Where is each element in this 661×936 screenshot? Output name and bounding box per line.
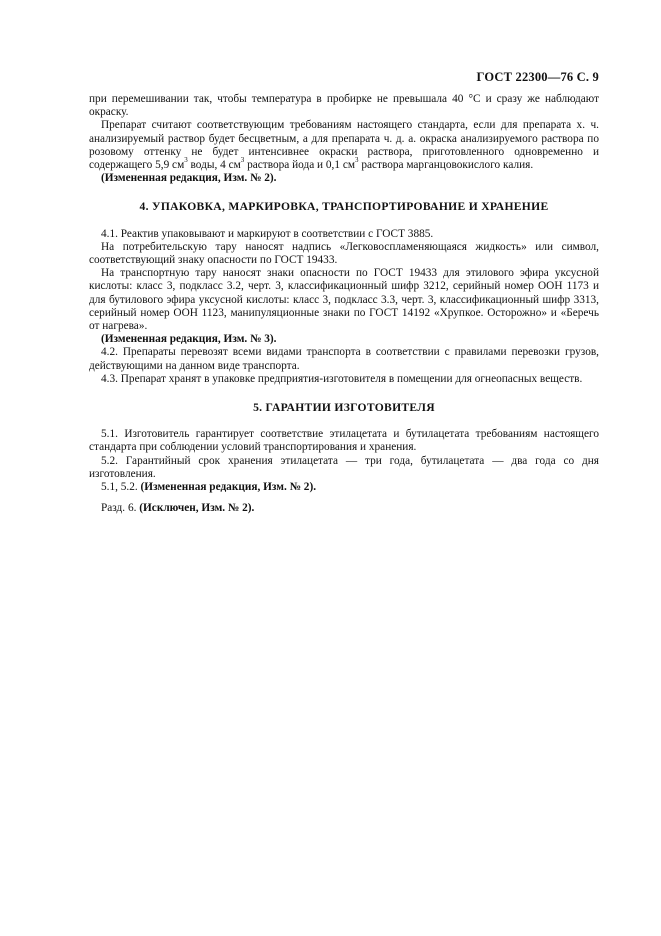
section-4-title: 4. УПАКОВКА, МАРКИРОВКА, ТРАНСПОРТИРОВАНИЕ И ХРАНЕНИЕ (139, 200, 549, 214)
superscript: 3 (355, 156, 359, 165)
section-4-edit-note: (Измененная редакция, Изм. № 3). (101, 333, 277, 346)
superscript: 3 (184, 156, 188, 165)
superscript: 3 (240, 156, 245, 165)
paragraph-requirements-text-b: воды, 4 см (187, 159, 241, 172)
paragraph-continuation: при перемешивании так, чтобы температура в пробирке не превышала 40 °С и сразу же наблюдают окраску. (89, 93, 599, 119)
section-5-edit-prefix: 5.1, 5.2. (101, 481, 141, 494)
section-6-prefix: Разд. 6. (101, 502, 140, 515)
document-body (89, 93, 599, 515)
section-6-excluded-line (89, 502, 599, 515)
section-4-paragraph-transport-label: На транспортную тару наносят знаки опасности по ГОСТ 19433 для этилового эфира уксусной кислоты: класс 3, подкласс 3.2, черт. 3, классификационный шифр 3212, серийный номер ООН 1173 и для бутилового эфира уксусной кислоты: класс 3, подкласс 3.3, черт. 3, классификационный шифр 3313, серийный номер ООН 1123, манипуляционные знаки по ГОСТ 14192 «Хрупкое. Осторожно» и «Беречь от нагрева». (89, 267, 599, 333)
edit-note (89, 172, 599, 185)
paragraph-requirements (89, 119, 599, 172)
section-4-paragraph-consumer-label: На потребительскую тару наносят надпись «Легковоспламеняющаяся жидкость» или символ, соответствующий знаку опасности по ГОСТ 19433. (89, 240, 599, 267)
page-header: ГОСТ 22300—76 С. 9 (476, 70, 599, 84)
section-5-paragraph-5-2: 5.2. Гарантийный срок хранения этилацетата — три года, бутилацетата — два года со дня изготовления. (89, 454, 599, 480)
section-6-excluded-note: (Исключен, Изм. № 2). (139, 502, 255, 515)
paragraph-requirements-text-c: раствора йода и 0,1 см (244, 159, 356, 172)
paragraph-requirements-text-a: Препарат считают соответствующим требованиям настоящего стандарта, если для препарата х. ч. анализируемый раствор будет бесцветным, а для препарата ч. д. а. окраска анализируемого раствора по розовому оттенку не будет интенсивнее окраски раствора, приготовленного одновременно и содержащего 5,9 см (89, 119, 599, 172)
section-4-paragraph-4-3: 4.3. Препарат хранят в упаковке предприятия-изготовителя в помещении для огнеопасных веществ. (101, 372, 583, 385)
section-4-paragraph-4-1: 4.1. Реактив упаковывают и маркируют в соответствии с ГОСТ 3885. (101, 227, 434, 240)
edit-note-text: (Измененная редакция, Изм. № 2). (101, 172, 277, 185)
section-5-edit-line (89, 481, 599, 494)
section-4-paragraph-4-2: 4.2. Препараты перевозят всеми видами транспорта в соответствии с правилами перевозки грузов, действующими на данном виде транспорта. (89, 346, 599, 372)
section-5-paragraph-5-1: 5.1. Изготовитель гарантирует соответствие этилацетата и бутилацетата требованиям настоящего стандарта при соблюдении условий транспортирования и хранения. (89, 428, 599, 454)
section-5-edit-note: (Измененная редакция, Изм. № 2). (140, 481, 317, 494)
paragraph-requirements-text-d: раствора марганцовокислого калия. (358, 159, 534, 172)
section-5-title: 5. ГАРАНТИИ ИЗГОТОВИТЕЛЯ (253, 401, 435, 415)
